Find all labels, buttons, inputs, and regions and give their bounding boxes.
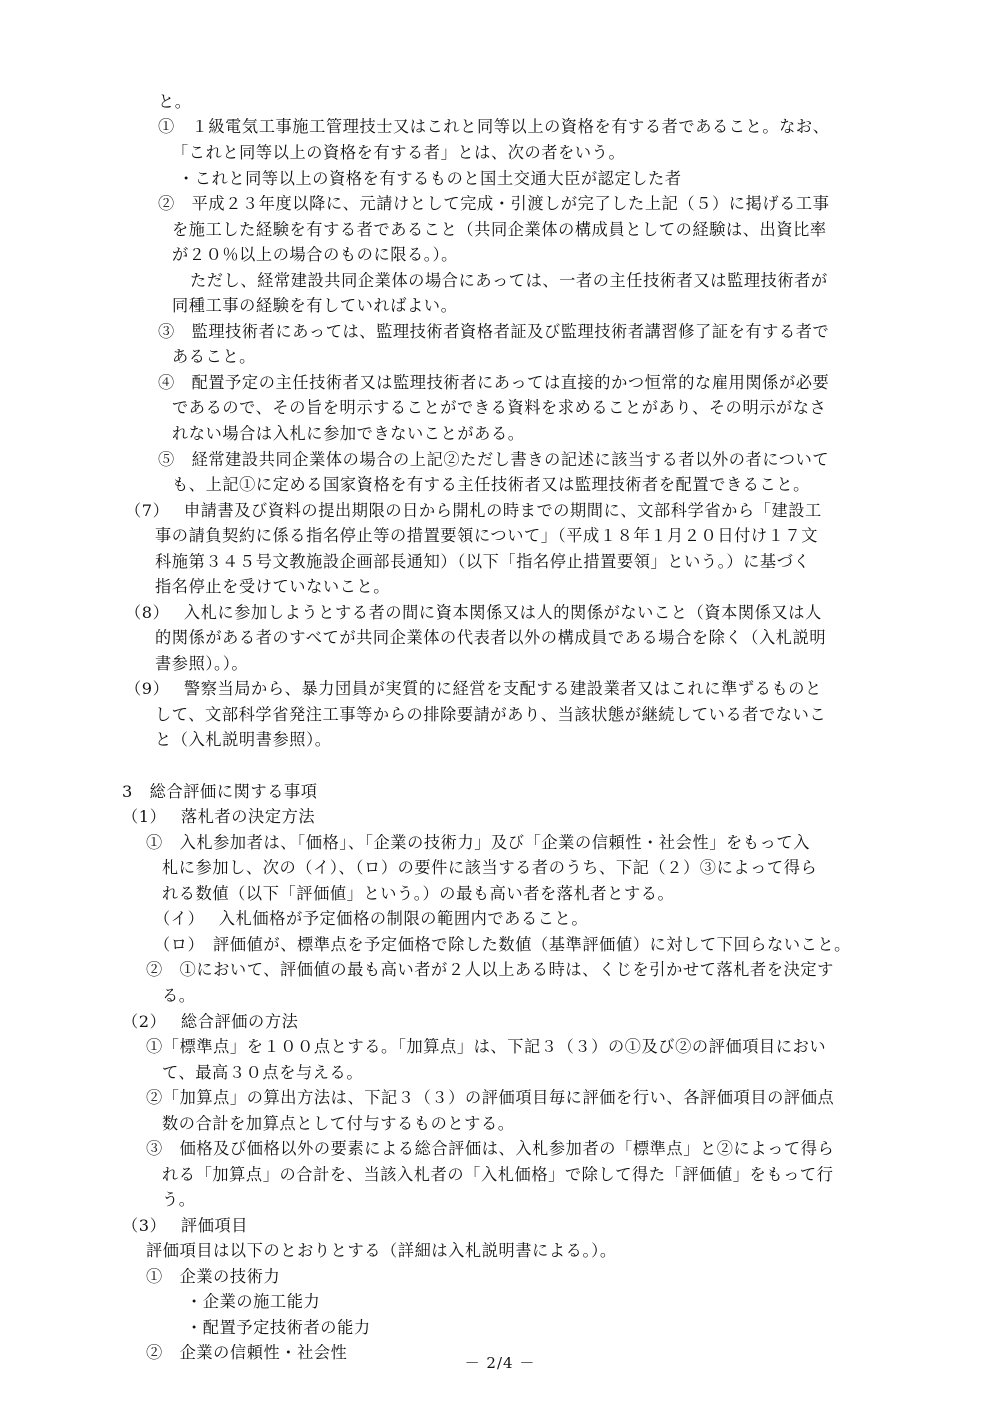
text-line: （2） 総合評価の方法 bbox=[122, 1012, 299, 1031]
text-line: （8） 入札に参加しようとする者の間に資本関係又は人的関係がないこと（資本関係又は人 bbox=[125, 603, 822, 622]
text-line: 科施第３４５号文教施設企画部長通知）（以下「指名停止措置要領」という。）に基づく bbox=[155, 552, 811, 571]
text-line: 3 総合評価に関する事項 bbox=[122, 782, 318, 801]
text-line: ②「加算点」の算出方法は、下記３（３）の評価項目毎に評価を行い、各評価項目の評価点 bbox=[146, 1088, 835, 1107]
text-line: ただし、経常建設共同企業体の場合にあっては、一者の主任技術者又は監理技術者が bbox=[190, 271, 828, 290]
text-line: ④ 配置予定の主任技術者又は監理技術者にあっては直接的かつ恒常的な雇用関係が必要 bbox=[158, 373, 830, 392]
text-line: （7） 申請書及び資料の提出期限の日から開札の時までの期間に、文部科学省から「建設工 bbox=[125, 501, 822, 520]
text-line: れない場合は入札に参加できないことがある。 bbox=[172, 424, 525, 443]
text-line: （イ） 入札価格が予定価格の制限の範囲内であること。 bbox=[154, 909, 589, 928]
text-line: れる数値（以下「評価値」という。）の最も高い者を落札者とする。 bbox=[162, 884, 675, 903]
text-line: 評価項目は以下のとおりとする（詳細は入札説明書による。）。 bbox=[146, 1241, 617, 1260]
text-line: ① 入札参加者は、「価格」、「企業の技術力」及び「企業の信頼性・社会性」をもって入 bbox=[146, 833, 810, 852]
text-line: 指名停止を受けていないこと。 bbox=[155, 577, 391, 596]
text-line: 事の請負契約に係る指名停止等の措置要領について」（平成１８年１月２０日付け１７文 bbox=[155, 526, 819, 545]
text-line: る。 bbox=[162, 986, 196, 1005]
text-line: と。 bbox=[158, 92, 192, 111]
text-line: あること。 bbox=[172, 347, 256, 366]
text-line: して、文部科学省発注工事等からの排除要請があり、当該状態が継続している者でないこ bbox=[155, 705, 827, 724]
text-line: ⑤ 経常建設共同企業体の場合の上記②ただし書きの記述に該当する者以外の者について bbox=[158, 450, 830, 469]
text-line: が２０％以上の場合のものに限る。）。 bbox=[172, 245, 458, 264]
text-line: う。 bbox=[162, 1190, 196, 1209]
text-line: 的関係がある者のすべてが共同企業体の代表者以外の構成員である場合を除く（入札説明 bbox=[155, 628, 827, 647]
text-line: であるので、その旨を明示することができる資料を求めることがあり、その明示がなさ bbox=[172, 398, 827, 417]
text-line: ・配置予定技術者の能力 bbox=[186, 1318, 371, 1337]
text-line: 書参照）。）。 bbox=[155, 654, 249, 673]
text-line: 数の合計を加算点として付与するものとする。 bbox=[162, 1114, 515, 1133]
text-line: 同種工事の経験を有していればよい。 bbox=[172, 296, 458, 315]
text-line: ・企業の施工能力 bbox=[186, 1292, 321, 1311]
text-line: 札に参加し、次の（イ）、（ロ）の要件に該当する者のうち、下記（２）③によって得ら bbox=[162, 858, 818, 877]
text-line: を施工した経験を有する者であること（共同企業体の構成員としての経験は、出資比率 bbox=[172, 220, 827, 239]
text-line: ③ 価格及び価格以外の要素による総合評価は、入札参加者の「標準点」と②によって得ら bbox=[146, 1139, 835, 1158]
text-line: ③ 監理技術者にあっては、監理技術者資格者証及び監理技術者講習修了証を有する者で bbox=[158, 322, 830, 341]
text-line: （ロ） 評価値が、標準点を予定価格で除した数値（基準評価値）に対して下回らないこと。 bbox=[154, 935, 851, 954]
text-line: 「これと同等以上の資格を有する者」とは、次の者をいう。 bbox=[172, 143, 626, 162]
text-line: ② 平成２３年度以降に、元請けとして完成・引渡しが完了した上記（５）に掲げる工事 bbox=[158, 194, 830, 213]
text-line: ① １級電気工事施工管理技士又はこれと同等以上の資格を有する者であること。なお、 bbox=[158, 117, 830, 136]
text-line: ① 企業の技術力 bbox=[146, 1267, 281, 1286]
text-line: ② 企業の信頼性・社会性 bbox=[146, 1343, 348, 1362]
text-line: れる「加算点」の合計を、当該入札者の「入札価格」で除して得た「評価値」をもって行 bbox=[162, 1165, 834, 1184]
text-line: （9） 警察当局から、暴力団員が実質的に経営を支配する建設業者又はこれに準ずるものと bbox=[125, 679, 822, 698]
text-line: て、最高３０点を与える。 bbox=[162, 1063, 364, 1082]
text-line: （1） 落札者の決定方法 bbox=[122, 807, 316, 826]
text-line: ①「標準点」を１００点とする。「加算点」は、下記３（３）の①及び②の評価項目におい bbox=[146, 1037, 827, 1056]
text-line: （3） 評価項目 bbox=[122, 1216, 249, 1235]
text-line: も、上記①に定める国家資格を有する主任技術者又は監理技術者を配置できること。 bbox=[172, 475, 810, 494]
text-line: ② ①において、評価値の最も高い者が２人以上ある時は、くじを引かせて落札者を決定す bbox=[146, 960, 834, 979]
text-line: と（入札説明書参照）。 bbox=[155, 730, 332, 749]
text-line: ・これと同等以上の資格を有するものと国土交通大臣が認定した者 bbox=[178, 169, 682, 188]
page-number: － 2/4 － bbox=[464, 1354, 536, 1372]
